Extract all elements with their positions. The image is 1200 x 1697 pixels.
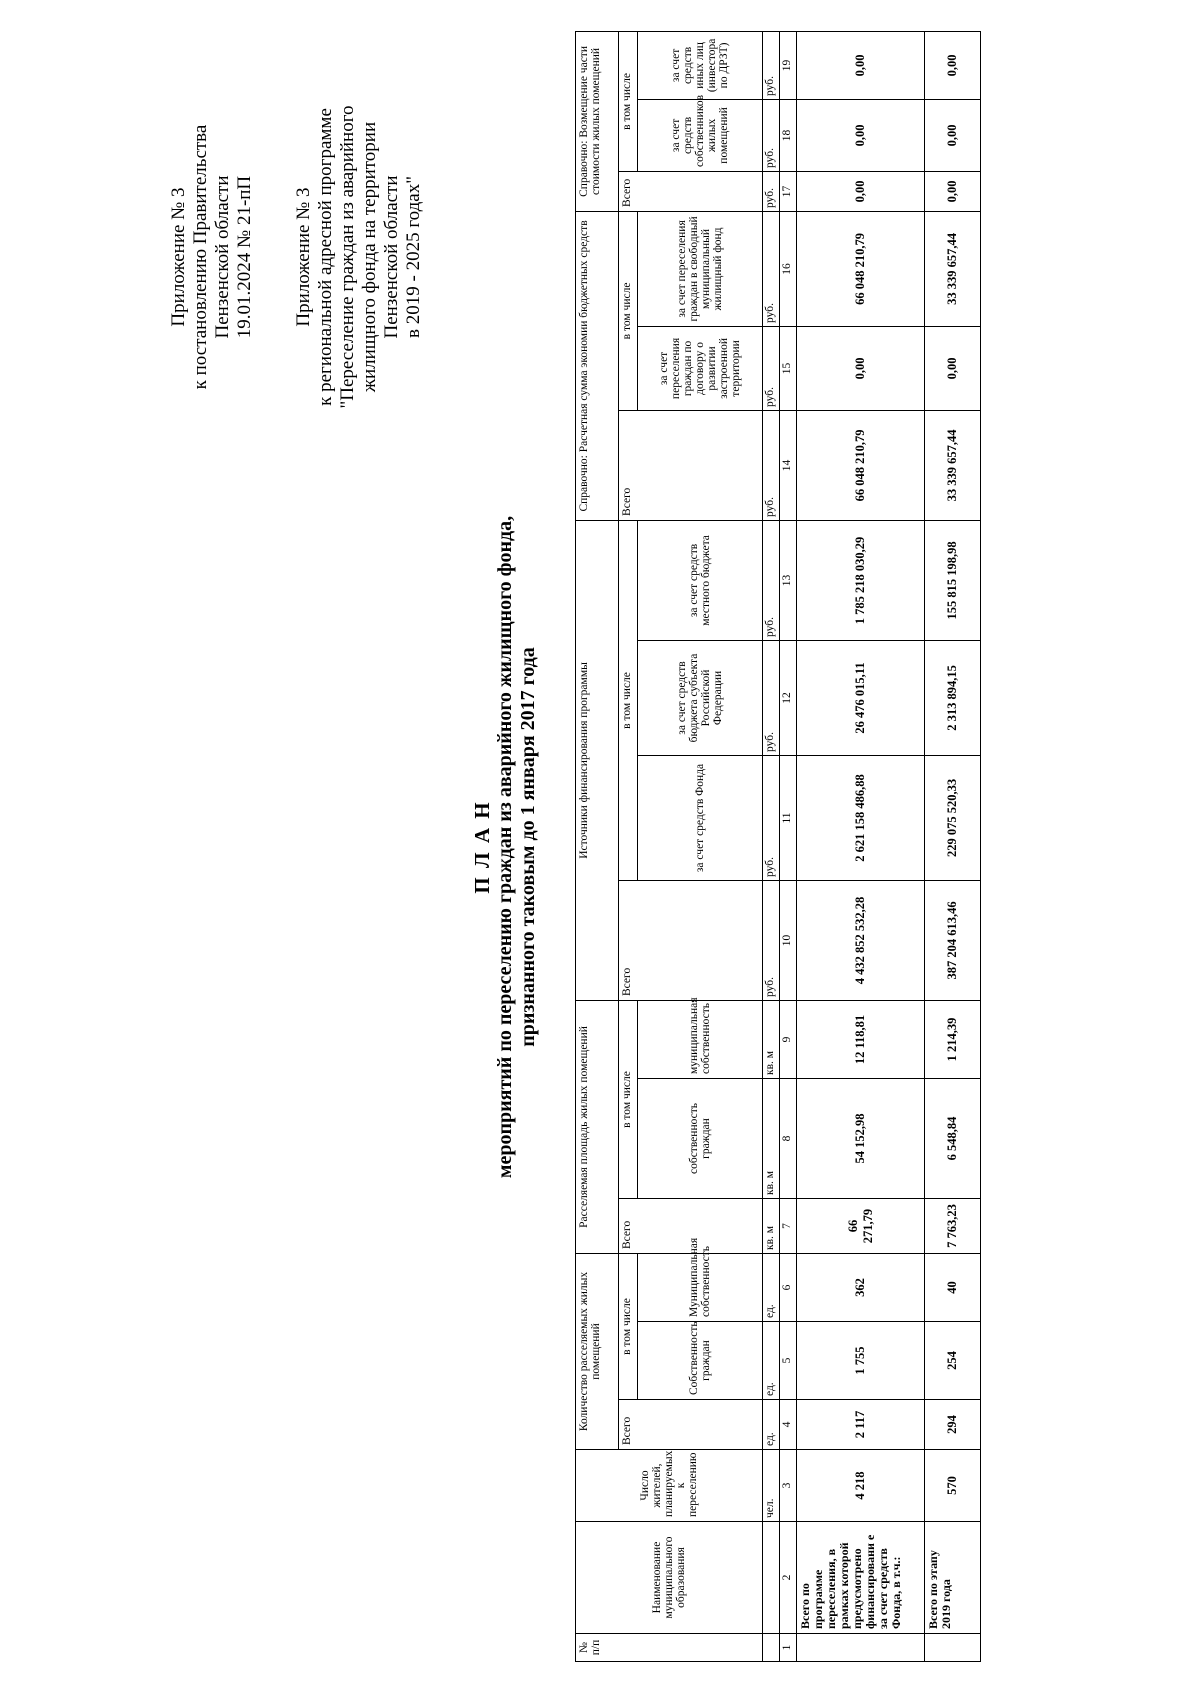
unit-cell: ед. — [763, 1254, 780, 1322]
col-number: 12 — [780, 640, 797, 755]
col-number: 10 — [780, 880, 797, 1000]
cell-area-municipal: 1 214,39 — [925, 1000, 981, 1078]
unit-cell: кв. м — [763, 1079, 780, 1199]
header-group-rooms: Количество расселяемых жилых помещений — [576, 1254, 619, 1450]
cell-reimb-total: 0,00 — [925, 171, 981, 211]
cell-economy-contract: 0,00 — [925, 326, 981, 410]
unit-cell-empty — [763, 1634, 780, 1662]
col-number: 13 — [780, 520, 797, 640]
appendix-government-decree — [168, 47, 256, 467]
cell-area-total: 66 271,79 — [797, 1199, 925, 1254]
appendix-line: Приложение № 3 — [293, 187, 314, 327]
col-number: 9 — [780, 1000, 797, 1078]
column-numbers-row — [780, 31, 797, 1661]
header-area-owned: собственность граждан — [638, 1079, 763, 1199]
appendix-line: "Переселение граждан из аварийного — [337, 105, 358, 409]
unit-cell: ед. — [763, 1322, 780, 1400]
header-rooms-municipal: Муниципальная собственность — [638, 1254, 763, 1322]
col-number: 14 — [780, 410, 797, 520]
cell-local-budget: 1 785 218 030,29 — [797, 520, 925, 640]
cell-rooms-total: 294 — [925, 1400, 981, 1450]
header-row-including — [619, 31, 638, 1661]
header-area-municipal: муниципальная собственность — [638, 1000, 763, 1078]
header-total: Всего — [619, 1199, 763, 1254]
cell-economy-total: 33 339 657,44 — [925, 410, 981, 520]
col-number: 8 — [780, 1079, 797, 1199]
unit-cell: руб. — [763, 640, 780, 755]
header-group-area: Расселяемая площадь жилых помещений — [576, 1000, 619, 1253]
unit-cell: руб. — [763, 520, 780, 640]
header-row-groups — [576, 31, 619, 1661]
row-name: Всего по программе переселения, в рамках которой предусмотрено финансировани е за счет средств Фонда, в т.ч.: — [797, 1522, 925, 1634]
col-number: 1 — [780, 1634, 797, 1662]
title-line: мероприятий по переселению граждан из аварийного жилищного фонда, — [494, 515, 516, 1179]
unit-cell: кв. м — [763, 1000, 780, 1078]
header-fund: за счет средств Фонда — [638, 755, 763, 880]
col-number: 11 — [780, 755, 797, 880]
header-including: в том числе — [619, 211, 638, 410]
unit-cell: руб. — [763, 410, 780, 520]
col-number: 4 — [780, 1400, 797, 1450]
header-rooms-owned: Собственность граждан — [638, 1322, 763, 1400]
table-row-total-program — [797, 31, 925, 1661]
cell-rooms-owned: 1 755 — [797, 1322, 925, 1400]
cell-reimb-other: 0,00 — [925, 31, 981, 99]
col-number: 2 — [780, 1522, 797, 1634]
col-number: 18 — [780, 99, 797, 171]
cell-area-total: 7 763,23 — [925, 1199, 981, 1254]
row-number-empty — [797, 1634, 925, 1662]
appendix-line: Пензенской области — [212, 175, 233, 339]
header-including: в том числе — [619, 1254, 638, 1400]
cell-subject-budget: 2 313 894,15 — [925, 640, 981, 755]
unit-cell: руб. — [763, 31, 780, 99]
cell-economy-total: 66 048 210,79 — [797, 410, 925, 520]
unit-cell: руб. — [763, 99, 780, 171]
cell-reimb-own: 0,00 — [797, 99, 925, 171]
cell-area-owned: 6 548,84 — [925, 1079, 981, 1199]
header-reimb-own: за счет средств собственников жилых помещений — [638, 99, 763, 171]
cell-area-owned: 54 152,98 — [797, 1079, 925, 1199]
cell-residents: 570 — [925, 1450, 981, 1522]
header-including: в том числе — [619, 520, 638, 880]
header-total: Всего — [619, 1400, 763, 1450]
cell-sources-total: 4 432 852 532,28 — [797, 880, 925, 1000]
cell-rooms-total: 2 117 — [797, 1400, 925, 1450]
cell-rooms-owned: 254 — [925, 1322, 981, 1400]
table-row-stage-2019 — [925, 31, 981, 1661]
col-number: 6 — [780, 1254, 797, 1322]
cell-economy-free: 66 048 210,79 — [797, 211, 925, 326]
header-col-residents: Число жителей, планируемых к переселению — [576, 1450, 763, 1522]
cell-rooms-municipal: 40 — [925, 1254, 981, 1322]
header-col-name: Наименование муниципального образования — [576, 1522, 763, 1634]
header-total: Всего — [619, 410, 763, 520]
appendix-line: в 2019 - 2025 годах" — [403, 176, 424, 338]
col-number: 19 — [780, 31, 797, 99]
header-col-no: № п/п — [576, 1634, 763, 1662]
col-number: 3 — [780, 1450, 797, 1522]
row-number-empty — [925, 1634, 981, 1662]
units-row — [763, 31, 780, 1661]
cell-reimb-total: 0,00 — [797, 171, 925, 211]
appendix-line: к региональной адресной программе — [315, 108, 336, 406]
header-total: Всего — [619, 880, 763, 1000]
header-including: в том числе — [619, 31, 638, 171]
unit-cell: кв. м — [763, 1199, 780, 1254]
col-number: 5 — [780, 1322, 797, 1400]
unit-cell: чел. — [763, 1450, 780, 1522]
title-line: признанного таковым до 1 января 2017 года — [517, 647, 539, 1047]
cell-residents: 4 218 — [797, 1450, 925, 1522]
unit-cell: руб. — [763, 755, 780, 880]
appendix-line: 19.01.2024 № 21-пП — [234, 175, 255, 339]
document-title — [470, 317, 540, 1377]
col-number: 15 — [780, 326, 797, 410]
cell-local-budget: 155 815 198,98 — [925, 520, 981, 640]
cell-rooms-municipal: 362 — [797, 1254, 925, 1322]
header-including: в том числе — [619, 1000, 638, 1198]
title-plan: П Л А Н — [470, 800, 494, 894]
header-local-budget: за счет средств местного бюджета — [638, 520, 763, 640]
cell-economy-contract: 0,00 — [797, 326, 925, 410]
cell-economy-free: 33 339 657,44 — [925, 211, 981, 326]
cell-subject-budget: 26 476 015,11 — [797, 640, 925, 755]
header-economy-free: за счет переселения граждан в свободный муниципальный жилищный фонд — [638, 211, 763, 326]
header-economy-contract: за счет переселения граждан по договору о развитии застроенной территории — [638, 326, 763, 410]
appendix-line: Приложение № 3 — [168, 187, 189, 327]
plan-table — [575, 31, 981, 1662]
unit-cell: ед. — [763, 1400, 780, 1450]
unit-cell: руб. — [763, 171, 780, 211]
appendix-line: Пензенской области — [381, 175, 402, 339]
col-number: 16 — [780, 211, 797, 326]
header-group-economy: Справочно: Расчетная сумма экономии бюджетных средств — [576, 211, 619, 520]
appendix-line: жилищного фонда на территории — [359, 121, 380, 393]
col-number: 17 — [780, 171, 797, 211]
appendix-line: к постановлению Правительства — [190, 124, 211, 390]
unit-cell: руб. — [763, 880, 780, 1000]
header-group-reimburse: Справочно: Возмещение части стоимости жилых помещений — [576, 31, 619, 211]
cell-fund: 229 075 520,33 — [925, 755, 981, 880]
cell-fund: 2 621 158 486,88 — [797, 755, 925, 880]
unit-cell: руб. — [763, 211, 780, 326]
cell-reimb-other: 0,00 — [797, 31, 925, 99]
cell-sources-total: 387 204 613,46 — [925, 880, 981, 1000]
header-total: Всего — [619, 171, 763, 211]
cell-reimb-own: 0,00 — [925, 99, 981, 171]
unit-cell-empty — [763, 1522, 780, 1634]
col-number: 7 — [780, 1199, 797, 1254]
row-name: Всего по этапу 2019 года — [925, 1522, 981, 1634]
unit-cell: руб. — [763, 326, 780, 410]
header-group-sources: Источники финансирования программы — [576, 520, 619, 1000]
appendix-regional-program — [293, 47, 425, 467]
cell-area-municipal: 12 118,81 — [797, 1000, 925, 1078]
header-subject-budget: за счет средств бюджета субъекта Российской Федерации — [638, 640, 763, 755]
header-reimb-other: за счет средств иных лиц (инвестора по ДРЗТ) — [638, 31, 763, 99]
